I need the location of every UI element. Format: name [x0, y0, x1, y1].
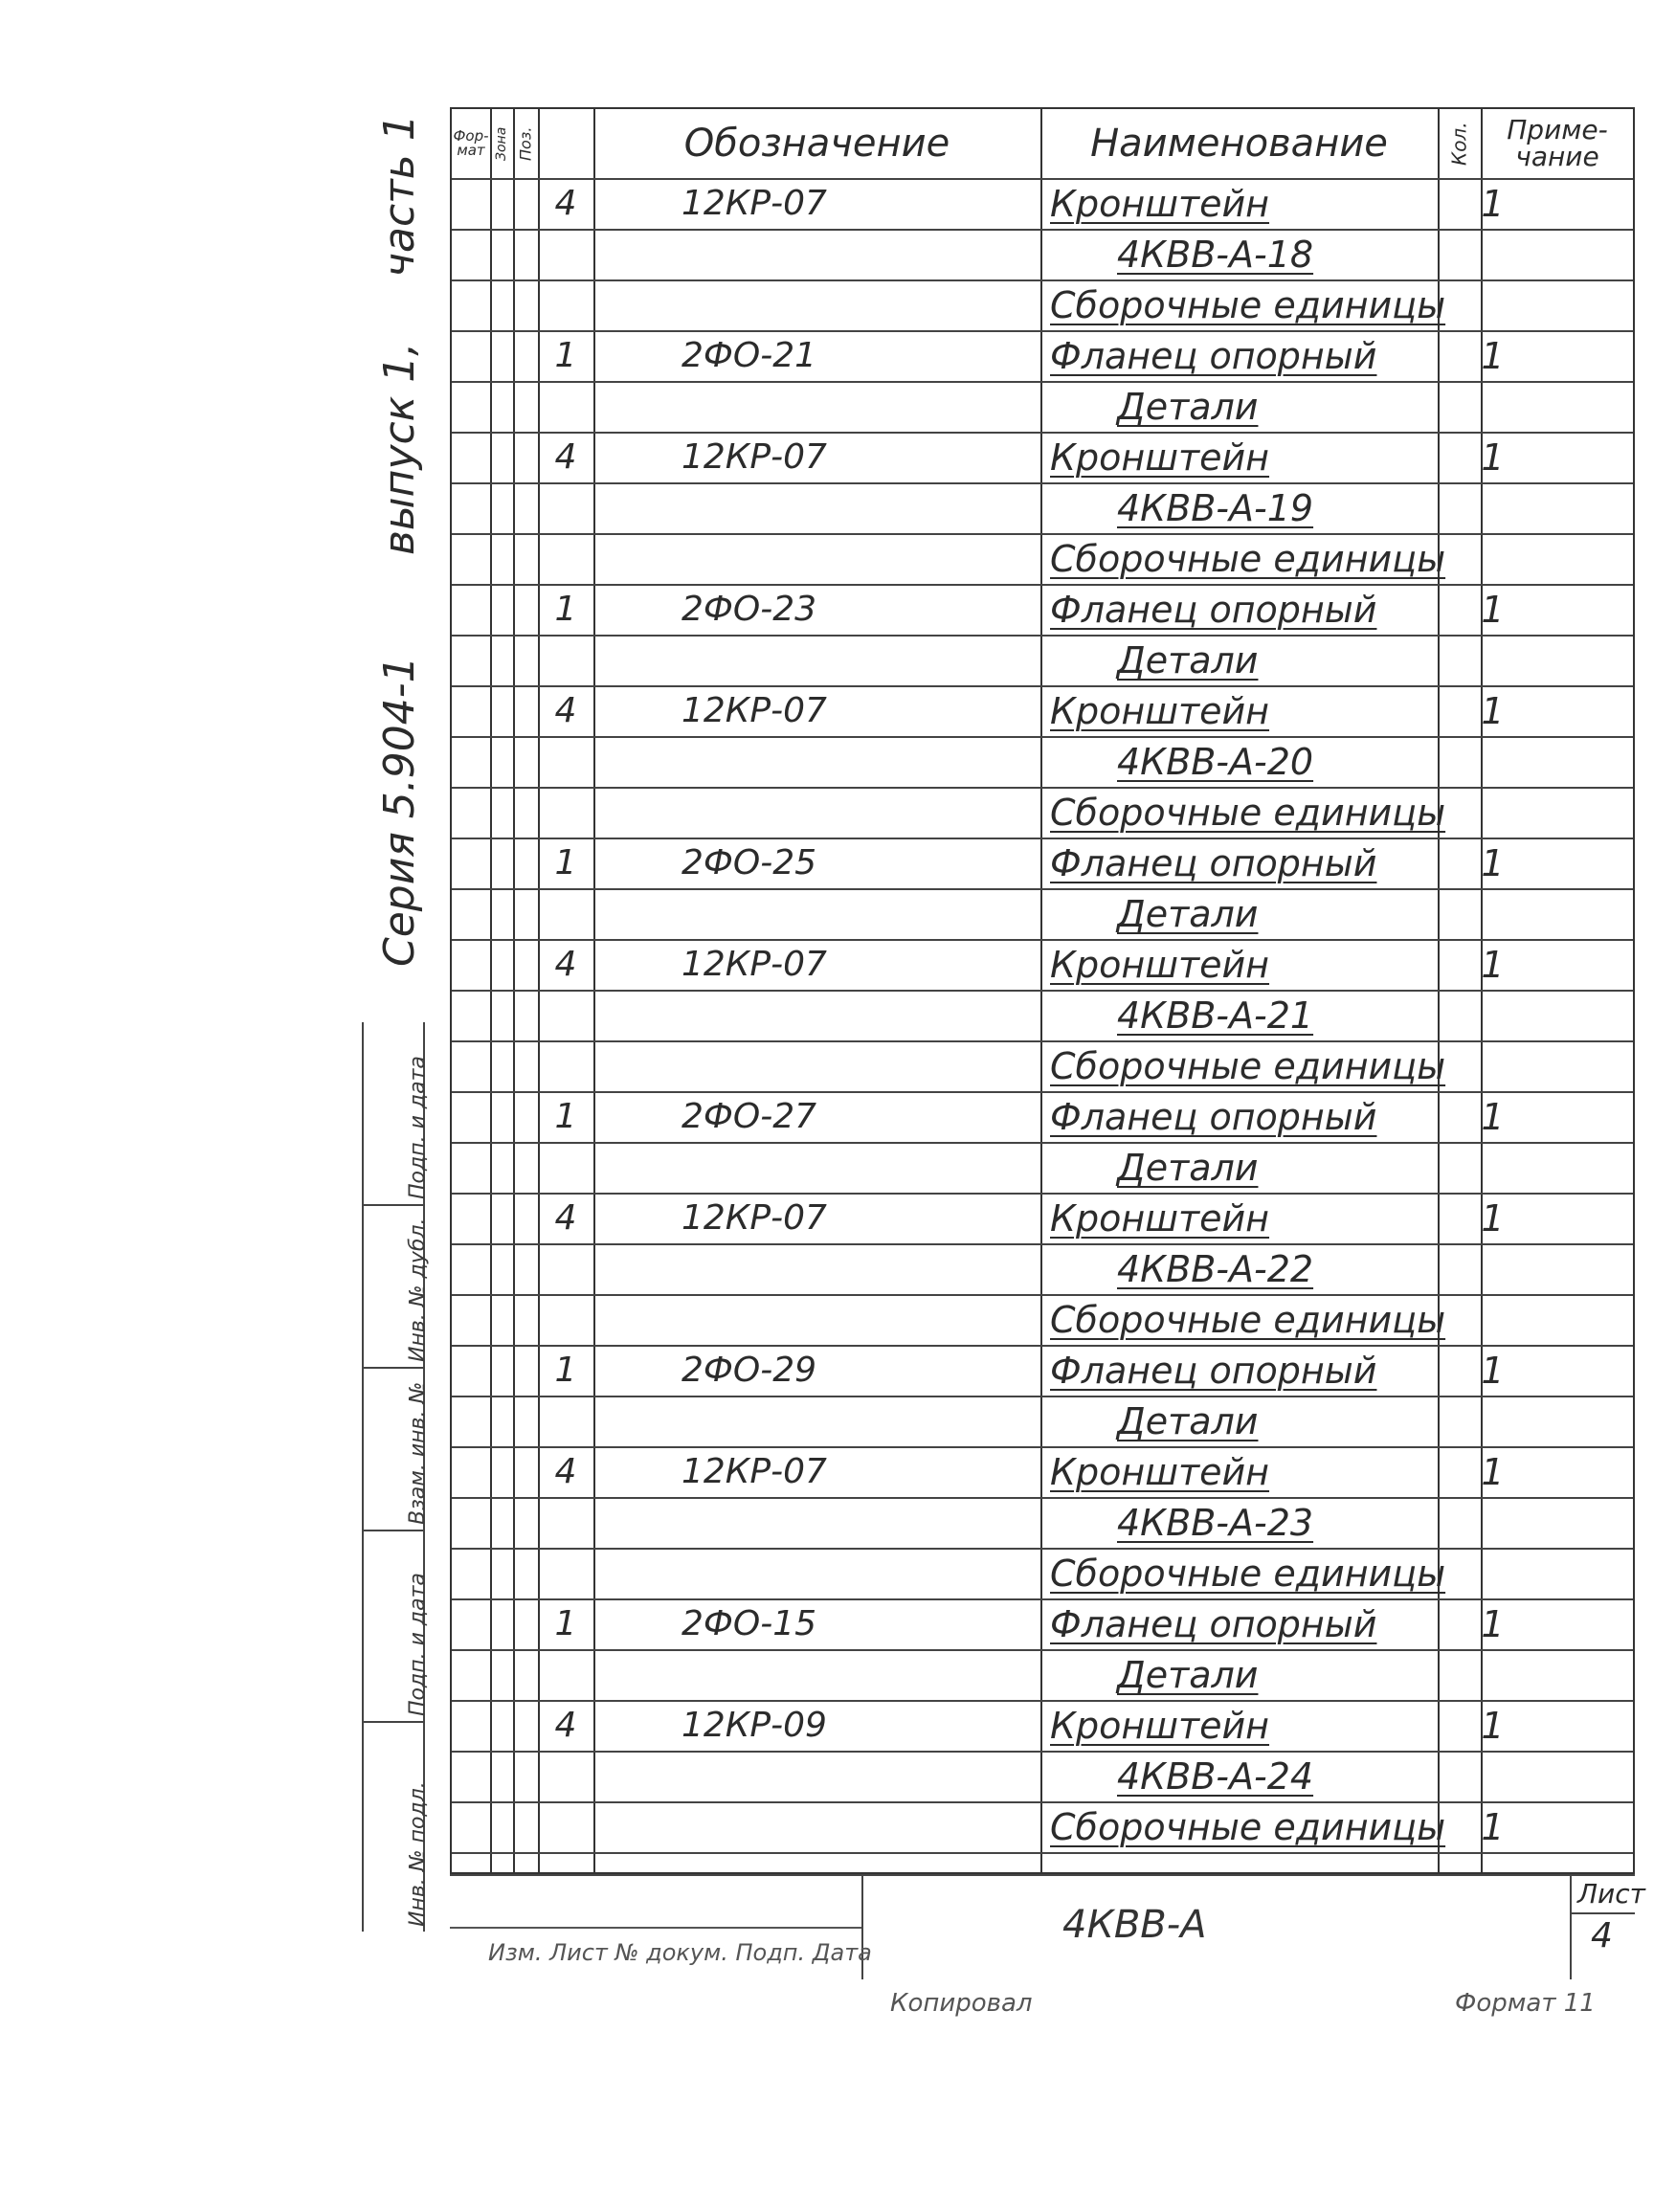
- table-row: [452, 381, 1633, 432]
- footer-format: Формат 11: [1455, 1989, 1596, 2018]
- position-cell: [538, 482, 593, 533]
- name-text: Детали: [1117, 1146, 1259, 1189]
- position-cell: 4: [554, 437, 577, 477]
- position-cell: [538, 736, 593, 787]
- designation-cell: [595, 229, 1112, 279]
- stamp-label: Подп. и дата: [406, 1573, 430, 1716]
- quantity-cell: [1438, 279, 1548, 330]
- quantity-cell: 1: [1481, 1095, 1505, 1138]
- table-row: [452, 1801, 1633, 1852]
- title-divider: [1570, 1912, 1635, 1914]
- designation-cell: [595, 381, 1112, 432]
- quantity-cell: [1438, 533, 1548, 584]
- table-row: [452, 1548, 1633, 1598]
- header-qty: Кол.: [1447, 122, 1471, 166]
- quantity-cell: [1438, 787, 1548, 838]
- position-cell: [538, 229, 593, 279]
- name-text: Детали: [1117, 892, 1259, 935]
- designation-cell: 12КР-07: [682, 1452, 827, 1491]
- designation-cell: 2ФО-21: [682, 336, 817, 375]
- table-row: [452, 1649, 1633, 1700]
- position-cell: [538, 381, 593, 432]
- part-annotation: часть 1: [375, 114, 424, 278]
- name-text: Сборочные единицы: [1050, 537, 1446, 580]
- stamp-cell: [364, 1367, 430, 1531]
- quantity-cell: 1: [1481, 1805, 1505, 1848]
- position-cell: 1: [554, 1097, 577, 1136]
- quantity-cell: [1438, 736, 1548, 787]
- table-row: [452, 685, 1633, 736]
- quantity-cell: 1: [1481, 436, 1505, 479]
- title-divider: [1570, 1874, 1572, 1979]
- stamp-cell: [364, 1721, 430, 1932]
- designation-cell: [595, 635, 1112, 685]
- header-designation: Обозначение: [683, 122, 950, 166]
- designation-cell: 12КР-07: [682, 691, 827, 730]
- position-cell: [538, 990, 593, 1040]
- designation-cell: [595, 482, 1112, 533]
- document-code: 4КВВ-А: [1062, 1903, 1207, 1947]
- position-cell: [538, 635, 593, 685]
- position-cell: [538, 533, 593, 584]
- table-row: [452, 888, 1633, 939]
- table-row: [452, 1446, 1633, 1497]
- name-text: Детали: [1117, 1399, 1259, 1442]
- header-zone: Зона: [494, 126, 509, 161]
- name-text: Фланец опорный: [1050, 1602, 1377, 1645]
- name-text: Сборочные единицы: [1050, 283, 1446, 326]
- quantity-cell: [1438, 482, 1548, 533]
- quantity-cell: [1438, 635, 1548, 685]
- title-block: [450, 1874, 1645, 1979]
- series-annotation: Серия 5.904-1: [375, 656, 424, 967]
- name-text: Сборочные единицы: [1050, 1805, 1446, 1848]
- position-cell: 1: [554, 1351, 577, 1390]
- position-cell: [538, 1243, 593, 1294]
- quantity-cell: 1: [1481, 588, 1505, 631]
- position-cell: [538, 1142, 593, 1193]
- table-row: [452, 1598, 1633, 1649]
- name-text: Детали: [1117, 385, 1259, 428]
- designation-cell: [595, 1040, 1112, 1091]
- issue-annotation: выпуск 1,: [375, 342, 424, 555]
- quantity-cell: 1: [1481, 943, 1505, 986]
- position-cell: [538, 1751, 593, 1801]
- position-cell: 4: [554, 1706, 577, 1745]
- header-note: Приме-чание: [1507, 114, 1608, 172]
- designation-cell: [595, 888, 1112, 939]
- position-cell: [538, 1801, 593, 1852]
- name-text: Сборочные единицы: [1050, 1044, 1446, 1087]
- name-text: Кронштейн: [1050, 943, 1270, 986]
- designation-cell: [595, 1649, 1112, 1700]
- name-text: Детали: [1117, 1653, 1259, 1696]
- position-cell: 1: [554, 1604, 577, 1643]
- revision-fields: Изм. Лист № докум. Подп. Дата: [488, 1939, 872, 1966]
- position-cell: [538, 1497, 593, 1548]
- name-text: 4КВВ-А-22: [1117, 1247, 1314, 1290]
- quantity-cell: 1: [1481, 841, 1505, 884]
- name-text: Фланец опорный: [1050, 841, 1377, 884]
- name-text: 4КВВ-А-23: [1117, 1501, 1314, 1544]
- quantity-cell: [1438, 1751, 1548, 1801]
- designation-cell: [595, 1801, 1112, 1852]
- position-cell: 4: [554, 691, 577, 730]
- quantity-cell: 1: [1481, 1196, 1505, 1240]
- position-cell: 4: [554, 184, 577, 223]
- quantity-cell: 1: [1481, 1450, 1505, 1493]
- name-text: Кронштейн: [1050, 436, 1270, 479]
- name-text: Сборочные единицы: [1050, 1552, 1446, 1595]
- table-row: [452, 584, 1633, 635]
- title-divider: [450, 1874, 1635, 1876]
- row-divider: [452, 1852, 1633, 1854]
- stamp-cell: [364, 1204, 430, 1369]
- table-row: [452, 1345, 1633, 1396]
- stamp-label: Подп. и дата: [406, 1056, 430, 1199]
- table-row: [452, 939, 1633, 990]
- specification-table: [450, 107, 1635, 1874]
- position-cell: [538, 1548, 593, 1598]
- stamp-cell: [364, 1022, 430, 1206]
- header-name: Наименование: [1090, 122, 1388, 166]
- designation-cell: 2ФО-23: [682, 590, 817, 629]
- position-cell: [538, 787, 593, 838]
- header-format: Фор-мат: [453, 127, 489, 159]
- table-row: [452, 279, 1633, 330]
- table-row: [452, 635, 1633, 685]
- name-text: Фланец опорный: [1050, 1349, 1377, 1392]
- name-text: 4КВВ-А-19: [1117, 486, 1314, 529]
- designation-cell: [595, 533, 1112, 584]
- quantity-cell: [1438, 1548, 1548, 1598]
- position-cell: 4: [554, 1198, 577, 1238]
- designation-cell: [595, 787, 1112, 838]
- name-text: Сборочные единицы: [1050, 791, 1446, 834]
- quantity-cell: [1438, 1142, 1548, 1193]
- designation-cell: [595, 1751, 1112, 1801]
- designation-cell: [595, 1396, 1112, 1446]
- quantity-cell: [1438, 990, 1548, 1040]
- designation-cell: [595, 1142, 1112, 1193]
- stamp-label: Взам. инв. №: [406, 1381, 430, 1525]
- designation-cell: 2ФО-15: [682, 1604, 817, 1643]
- designation-cell: 2ФО-25: [682, 843, 817, 883]
- name-text: Кронштейн: [1050, 1450, 1270, 1493]
- designation-cell: [595, 1497, 1112, 1548]
- table-row: [452, 1396, 1633, 1446]
- table-row: [452, 432, 1633, 482]
- designation-cell: 2ФО-29: [682, 1351, 817, 1390]
- quantity-cell: [1438, 1649, 1548, 1700]
- title-divider: [450, 1927, 861, 1929]
- quantity-cell: [1438, 381, 1548, 432]
- designation-cell: 2ФО-27: [682, 1097, 817, 1136]
- designation-cell: 12КР-07: [682, 945, 827, 984]
- name-text: Сборочные единицы: [1050, 1298, 1446, 1341]
- table-row: [452, 838, 1633, 888]
- designation-cell: 12КР-09: [682, 1706, 827, 1745]
- designation-cell: [595, 990, 1112, 1040]
- name-text: 4КВВ-А-18: [1117, 233, 1314, 276]
- table-row: [452, 736, 1633, 787]
- name-text: Кронштейн: [1050, 1704, 1270, 1747]
- name-text: Кронштейн: [1050, 182, 1270, 225]
- designation-cell: 12КР-07: [682, 437, 827, 477]
- quantity-cell: 1: [1481, 1349, 1505, 1392]
- designation-cell: [595, 1243, 1112, 1294]
- position-cell: [538, 1294, 593, 1345]
- position-cell: 1: [554, 336, 577, 375]
- designation-cell: [595, 1294, 1112, 1345]
- name-text: Фланец опорный: [1050, 588, 1377, 631]
- name-text: Фланец опорный: [1050, 1095, 1377, 1138]
- table-row: [452, 1243, 1633, 1294]
- table-row: [452, 178, 1633, 229]
- table-row: [452, 533, 1633, 584]
- table-row: [452, 787, 1633, 838]
- table-row: [452, 1091, 1633, 1142]
- table-row: [452, 1700, 1633, 1751]
- quantity-cell: [1438, 1294, 1548, 1345]
- position-cell: 4: [554, 945, 577, 984]
- name-text: Кронштейн: [1050, 689, 1270, 732]
- quantity-cell: [1438, 1243, 1548, 1294]
- table-row: [452, 1142, 1633, 1193]
- quantity-cell: [1438, 1040, 1548, 1091]
- quantity-cell: [1438, 1497, 1548, 1548]
- designation-cell: [595, 1548, 1112, 1598]
- position-cell: [538, 1396, 593, 1446]
- quantity-cell: [1438, 229, 1548, 279]
- header-pos: Поз.: [516, 126, 535, 161]
- designation-cell: [595, 279, 1112, 330]
- designation-cell: [595, 736, 1112, 787]
- table-row: [452, 1294, 1633, 1345]
- quantity-cell: 1: [1481, 1602, 1505, 1645]
- table-row: [452, 482, 1633, 533]
- quantity-cell: 1: [1481, 334, 1505, 377]
- table-row: [452, 1193, 1633, 1243]
- position-cell: [538, 279, 593, 330]
- table-row: [452, 1497, 1633, 1548]
- table-row: [452, 1751, 1633, 1801]
- name-text: Кронштейн: [1050, 1196, 1270, 1240]
- designation-cell: 12КР-07: [682, 184, 827, 223]
- position-cell: [538, 1649, 593, 1700]
- quantity-cell: 1: [1481, 1704, 1505, 1747]
- stamp-label: Инв. № дубл.: [406, 1218, 430, 1362]
- quantity-cell: 1: [1481, 689, 1505, 732]
- table-row: [452, 1040, 1633, 1091]
- position-cell: [538, 888, 593, 939]
- quantity-cell: 1: [1481, 182, 1505, 225]
- name-text: 4КВВ-А-24: [1117, 1754, 1314, 1798]
- table-row: [452, 330, 1633, 381]
- name-text: Фланец опорный: [1050, 334, 1377, 377]
- stamp-label: Инв. № подл.: [406, 1781, 430, 1927]
- position-cell: 1: [554, 843, 577, 883]
- designation-cell: 12КР-07: [682, 1198, 827, 1238]
- stamp-cell: [364, 1530, 430, 1723]
- position-cell: 1: [554, 590, 577, 629]
- position-cell: 4: [554, 1452, 577, 1491]
- sheet-label: Лист: [1577, 1878, 1645, 1910]
- name-text: 4КВВ-А-21: [1117, 994, 1314, 1037]
- quantity-cell: [1438, 888, 1548, 939]
- position-cell: [538, 1040, 593, 1091]
- name-text: Детали: [1117, 638, 1259, 681]
- name-text: 4КВВ-А-20: [1117, 740, 1314, 783]
- quantity-cell: [1438, 1396, 1548, 1446]
- sheet-number: 4: [1591, 1916, 1613, 1955]
- table-row: [452, 990, 1633, 1040]
- stamp-strip: [362, 1022, 430, 1932]
- footer-copied: Копировал: [890, 1989, 1033, 2018]
- table-row: [452, 229, 1633, 279]
